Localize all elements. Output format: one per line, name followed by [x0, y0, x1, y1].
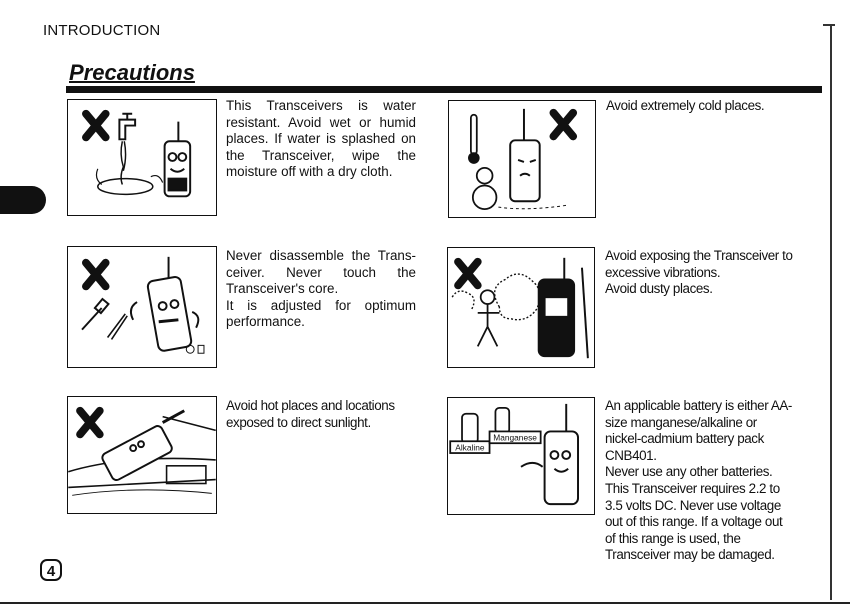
- bottom-edge-line: [0, 602, 850, 604]
- cold-precaution-text: Avoid extremely cold places.: [606, 98, 765, 113]
- vibration-precaution-text: [605, 248, 797, 298]
- page-edge-tick: [823, 24, 835, 26]
- cold-illustration: [448, 100, 596, 218]
- snowman-icon: [473, 168, 497, 209]
- prohibited-x-icon: [553, 113, 573, 137]
- cold-drawing: [449, 101, 595, 217]
- vibration-drawing: [448, 248, 594, 367]
- battery-illustration: [447, 397, 595, 515]
- transceiver-lying-icon: [101, 411, 185, 482]
- battery-line-2: Never use any other batteries.: [605, 464, 773, 480]
- alkaline-battery-icon: [450, 414, 489, 453]
- transceiver-character-icon: [165, 122, 191, 197]
- heat-precaution-text: Avoid hot places and locations exposed to direct sunlight.: [226, 398, 395, 430]
- page-number: 4: [40, 559, 62, 581]
- tweezers-icon: [108, 314, 128, 340]
- battery-line-1: An applicable battery is either AA-size manganese/alkaline or nickel-cadmium battery pack CNB401.: [605, 398, 792, 463]
- prohibited-x-icon: [86, 114, 106, 138]
- page-edge-line: [830, 24, 832, 600]
- heat-drawing: [68, 397, 216, 513]
- battery-drawing: [448, 398, 594, 514]
- title-underline-bar: [66, 86, 822, 93]
- disassemble-illustration: [67, 246, 217, 368]
- section-label: INTRODUCTION: [43, 22, 161, 39]
- screwdriver-icon: [82, 299, 108, 330]
- vibration-illustration: [447, 247, 595, 368]
- vibration-line-2: Avoid dusty places.: [605, 281, 713, 297]
- alkaline-label: Alkaline: [455, 442, 485, 453]
- transceiver-character-icon: [521, 404, 578, 504]
- page-title: Precautions: [69, 60, 201, 86]
- section-tab-marker: [0, 186, 46, 214]
- transceiver-character-icon: [131, 257, 198, 352]
- prohibited-x-icon: [86, 263, 106, 287]
- disassemble-precaution-text: [226, 248, 416, 331]
- thermometer-icon: [469, 115, 479, 163]
- prohibited-x-icon: [80, 411, 100, 435]
- disassemble-line-2: It is adjusted for optimum performance.: [226, 297, 416, 330]
- vibration-line-1: Avoid exposing the Transceiver to excessive vibrations.: [605, 248, 793, 280]
- transceiver-character-icon: [510, 109, 539, 201]
- manganese-label: Manganese: [493, 432, 537, 443]
- prohibited-x-icon: [458, 262, 478, 286]
- battery-line-3: This Transceiver requires 2.2 to 3.5 volts DC. Never use voltage out of this range. If a voltage out of this range is used, the Transceiver may be damaged.: [605, 480, 783, 563]
- battery-precaution-text: [605, 398, 795, 564]
- heat-illustration: [67, 396, 217, 514]
- transceiver-character-icon: [539, 258, 574, 356]
- water-drawing: [68, 100, 216, 215]
- water-precaution-text: This Transceivers is water resistant. Avoid wet or humid places. If water is splashed on the Transceiver, wipe the moisture off with a dry cloth.: [226, 98, 416, 180]
- disassemble-line-1: Never disassemble the Trans-ceiver. Never touch the Transceiver's core.: [226, 248, 416, 297]
- puddle: [98, 179, 153, 195]
- disassemble-drawing: [68, 247, 216, 367]
- water-illustration: [67, 99, 217, 216]
- faucet-icon: [119, 114, 135, 140]
- manganese-battery-icon: [490, 408, 541, 443]
